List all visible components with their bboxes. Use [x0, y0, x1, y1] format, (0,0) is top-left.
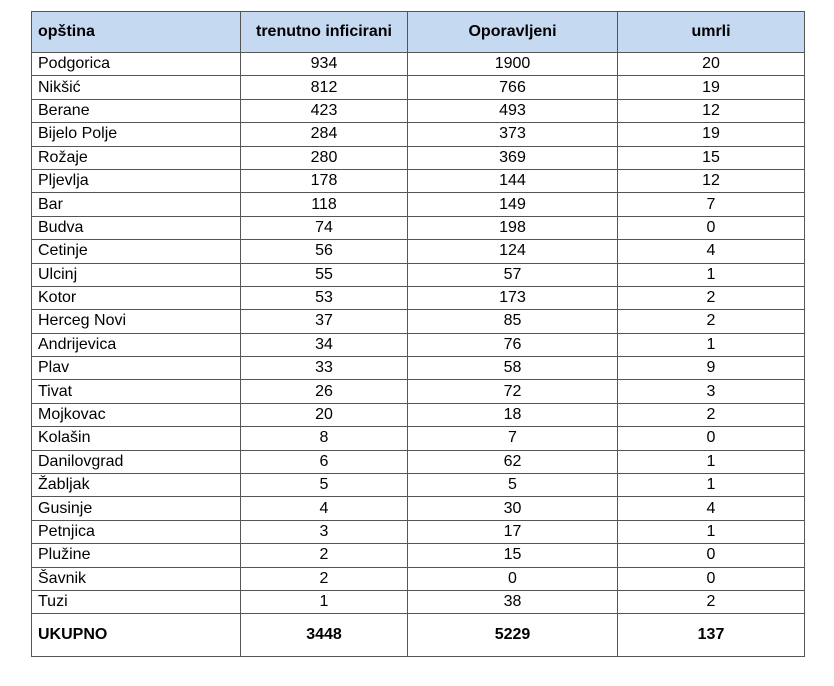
- deceased-cell: 1: [618, 450, 805, 473]
- municipality-cell: Kolašin: [32, 427, 241, 450]
- total-label: UKUPNO: [32, 614, 241, 657]
- municipality-cell: Budva: [32, 216, 241, 239]
- deceased-cell: 15: [618, 146, 805, 169]
- header-row: [32, 12, 805, 53]
- currently-infected-cell: 2: [241, 544, 408, 567]
- municipality-cell: Tivat: [32, 380, 241, 403]
- total-currently-infected: 3448: [241, 614, 408, 657]
- deceased-cell: 1: [618, 333, 805, 356]
- recovered-cell: 76: [408, 333, 618, 356]
- deceased-cell: 1: [618, 520, 805, 543]
- municipality-cell: Rožaje: [32, 146, 241, 169]
- deceased-cell: 3: [618, 380, 805, 403]
- currently-infected-cell: 26: [241, 380, 408, 403]
- currently-infected-cell: 74: [241, 216, 408, 239]
- table-row: [32, 169, 805, 192]
- recovered-cell: 766: [408, 76, 618, 99]
- currently-infected-cell: 33: [241, 357, 408, 380]
- column-header-municipality: opština: [32, 12, 241, 53]
- currently-infected-cell: 284: [241, 123, 408, 146]
- recovered-cell: 373: [408, 123, 618, 146]
- table-row: [32, 310, 805, 333]
- deceased-cell: 12: [618, 99, 805, 122]
- recovered-cell: 18: [408, 403, 618, 426]
- recovered-cell: 72: [408, 380, 618, 403]
- municipality-cell: Mojkovac: [32, 403, 241, 426]
- table-row: [32, 474, 805, 497]
- table-row: [32, 520, 805, 543]
- municipality-cell: Plav: [32, 357, 241, 380]
- deceased-cell: 9: [618, 357, 805, 380]
- table-row: [32, 567, 805, 590]
- deceased-cell: 19: [618, 76, 805, 99]
- table-row: [32, 427, 805, 450]
- table-row: [32, 123, 805, 146]
- column-header-currently-infected: trenutno inficirani: [241, 12, 408, 53]
- recovered-cell: 5: [408, 474, 618, 497]
- municipality-cell: Žabljak: [32, 474, 241, 497]
- deceased-cell: 7: [618, 193, 805, 216]
- currently-infected-cell: 6: [241, 450, 408, 473]
- deceased-cell: 2: [618, 403, 805, 426]
- deceased-cell: 0: [618, 427, 805, 450]
- municipality-cell: Nikšić: [32, 76, 241, 99]
- municipality-statistics-table: [31, 11, 805, 657]
- total-recovered: 5229: [408, 614, 618, 657]
- deceased-cell: 4: [618, 240, 805, 263]
- currently-infected-cell: 178: [241, 169, 408, 192]
- table-header: [32, 12, 805, 53]
- table-row: [32, 53, 805, 76]
- table-row: [32, 263, 805, 286]
- municipality-cell: Bar: [32, 193, 241, 216]
- table-row: [32, 450, 805, 473]
- municipality-cell: Andrijevica: [32, 333, 241, 356]
- currently-infected-cell: 2: [241, 567, 408, 590]
- municipality-cell: Podgorica: [32, 53, 241, 76]
- table-row: [32, 357, 805, 380]
- table-row: [32, 590, 805, 613]
- recovered-cell: 57: [408, 263, 618, 286]
- municipality-cell: Šavnik: [32, 567, 241, 590]
- municipality-cell: Cetinje: [32, 240, 241, 263]
- municipality-cell: Bijelo Polje: [32, 123, 241, 146]
- table-row: [32, 240, 805, 263]
- municipality-cell: Kotor: [32, 286, 241, 309]
- currently-infected-cell: 118: [241, 193, 408, 216]
- currently-infected-cell: 934: [241, 53, 408, 76]
- currently-infected-cell: 1: [241, 590, 408, 613]
- deceased-cell: 2: [618, 286, 805, 309]
- table-row: [32, 286, 805, 309]
- recovered-cell: 58: [408, 357, 618, 380]
- recovered-cell: 1900: [408, 53, 618, 76]
- deceased-cell: 0: [618, 216, 805, 239]
- table-row: [32, 333, 805, 356]
- recovered-cell: 173: [408, 286, 618, 309]
- table-row: [32, 380, 805, 403]
- currently-infected-cell: 423: [241, 99, 408, 122]
- deceased-cell: 2: [618, 590, 805, 613]
- table-row: [32, 497, 805, 520]
- recovered-cell: 144: [408, 169, 618, 192]
- table-body: [32, 53, 805, 614]
- municipality-cell: Herceg Novi: [32, 310, 241, 333]
- total-deceased: 137: [618, 614, 805, 657]
- table-footer: [32, 614, 805, 657]
- recovered-cell: 0: [408, 567, 618, 590]
- municipality-cell: Petnjica: [32, 520, 241, 543]
- recovered-cell: 369: [408, 146, 618, 169]
- municipality-cell: Plužine: [32, 544, 241, 567]
- recovered-cell: 124: [408, 240, 618, 263]
- table-row: [32, 193, 805, 216]
- recovered-cell: 149: [408, 193, 618, 216]
- deceased-cell: 20: [618, 53, 805, 76]
- currently-infected-cell: 8: [241, 427, 408, 450]
- deceased-cell: 1: [618, 263, 805, 286]
- table-row: [32, 146, 805, 169]
- recovered-cell: 30: [408, 497, 618, 520]
- municipality-cell: Pljevlja: [32, 169, 241, 192]
- recovered-cell: 198: [408, 216, 618, 239]
- table-row: [32, 99, 805, 122]
- recovered-cell: 15: [408, 544, 618, 567]
- currently-infected-cell: 34: [241, 333, 408, 356]
- recovered-cell: 38: [408, 590, 618, 613]
- deceased-cell: 1: [618, 474, 805, 497]
- currently-infected-cell: 280: [241, 146, 408, 169]
- table-row: [32, 76, 805, 99]
- deceased-cell: 0: [618, 567, 805, 590]
- municipality-cell: Tuzi: [32, 590, 241, 613]
- table-row: [32, 544, 805, 567]
- recovered-cell: 17: [408, 520, 618, 543]
- table-row: [32, 216, 805, 239]
- currently-infected-cell: 4: [241, 497, 408, 520]
- municipality-cell: Ulcinj: [32, 263, 241, 286]
- currently-infected-cell: 20: [241, 403, 408, 426]
- municipality-cell: Danilovgrad: [32, 450, 241, 473]
- municipality-cell: Gusinje: [32, 497, 241, 520]
- table-row: [32, 403, 805, 426]
- deceased-cell: 2: [618, 310, 805, 333]
- recovered-cell: 7: [408, 427, 618, 450]
- municipality-cell: Berane: [32, 99, 241, 122]
- deceased-cell: 0: [618, 544, 805, 567]
- currently-infected-cell: 3: [241, 520, 408, 543]
- currently-infected-cell: 5: [241, 474, 408, 497]
- currently-infected-cell: 55: [241, 263, 408, 286]
- currently-infected-cell: 53: [241, 286, 408, 309]
- deceased-cell: 12: [618, 169, 805, 192]
- deceased-cell: 19: [618, 123, 805, 146]
- currently-infected-cell: 56: [241, 240, 408, 263]
- currently-infected-cell: 812: [241, 76, 408, 99]
- currently-infected-cell: 37: [241, 310, 408, 333]
- recovered-cell: 85: [408, 310, 618, 333]
- deceased-cell: 4: [618, 497, 805, 520]
- recovered-cell: 62: [408, 450, 618, 473]
- recovered-cell: 493: [408, 99, 618, 122]
- total-row: [32, 614, 805, 657]
- column-header-recovered: Oporavljeni: [408, 12, 618, 53]
- column-header-deceased: umrli: [618, 12, 805, 53]
